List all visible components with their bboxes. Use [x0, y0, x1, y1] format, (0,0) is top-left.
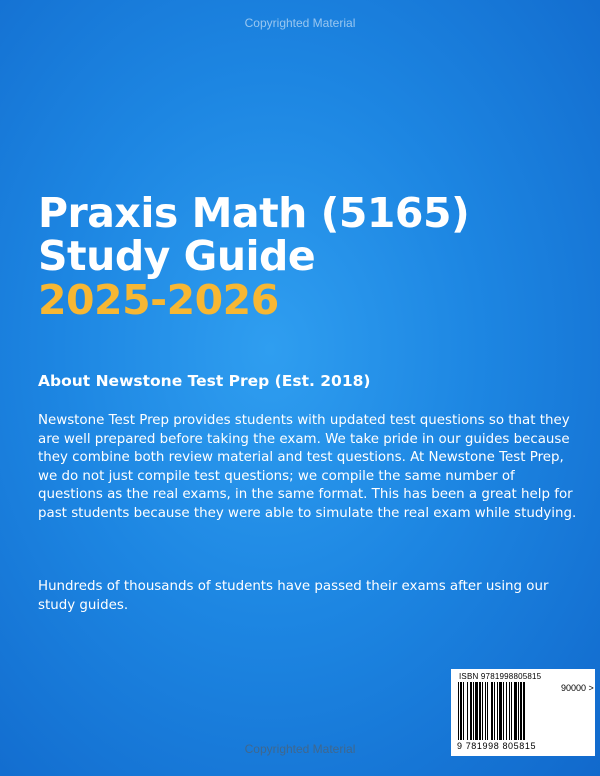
barcode-bar [514, 682, 517, 740]
barcode-bar [518, 682, 519, 740]
isbn-digits: 9 781998 805815 [457, 741, 537, 751]
barcode-bar [503, 682, 504, 740]
title-line-2: Study Guide [38, 232, 316, 281]
barcode-bar [467, 682, 468, 740]
barcode-bar [520, 682, 522, 740]
barcode-bar [491, 682, 493, 740]
about-paragraph-2: Hundreds of thousands of students have passed their exams after using our study guides. [38, 579, 549, 613]
barcode-bar [523, 682, 525, 740]
watermark-bottom: Copyrighted Material [244, 742, 356, 756]
barcode-bar [458, 682, 459, 740]
barcode-bars [457, 682, 557, 742]
barcode-bar [506, 682, 507, 740]
isbn-label: ISBN 9781998805815 [459, 672, 542, 681]
barcode-bar [511, 682, 512, 740]
barcode-bar [475, 682, 478, 740]
barcode-bar [487, 682, 488, 740]
barcode-bar [479, 682, 481, 740]
barcode-bar [473, 682, 474, 740]
barcode-bar [485, 682, 486, 740]
title-line-1: Praxis Math (5165) [38, 189, 470, 237]
about-heading: About Newstone Test Prep (Est. 2018) [38, 372, 371, 390]
watermark-top: Copyrighted Material [244, 16, 356, 30]
barcode-bar [497, 682, 498, 740]
barcode-bar [494, 682, 495, 740]
about-paragraph-1: Newstone Test Prep provides students with updated test questions so that they are well prepared before taking the exam. We take pride in our guides because they combine both review material and test questions. At Newstone Test Prep, we do not just compile test questions; we compile the same number of questions as the real exams, in the same format. This has been a great help for past students because they were able to simulate the real exam while studying. [38, 413, 577, 521]
barcode-bar [482, 682, 483, 740]
barcode-bar [470, 682, 472, 740]
title-year: 2025-2026 [38, 275, 279, 324]
book-title [38, 189, 470, 324]
price-code: 90000 > [561, 683, 594, 693]
barcode-bar [499, 682, 502, 740]
barcode-bar [463, 682, 464, 740]
barcode-bar [460, 682, 462, 740]
barcode-bar [509, 682, 510, 740]
